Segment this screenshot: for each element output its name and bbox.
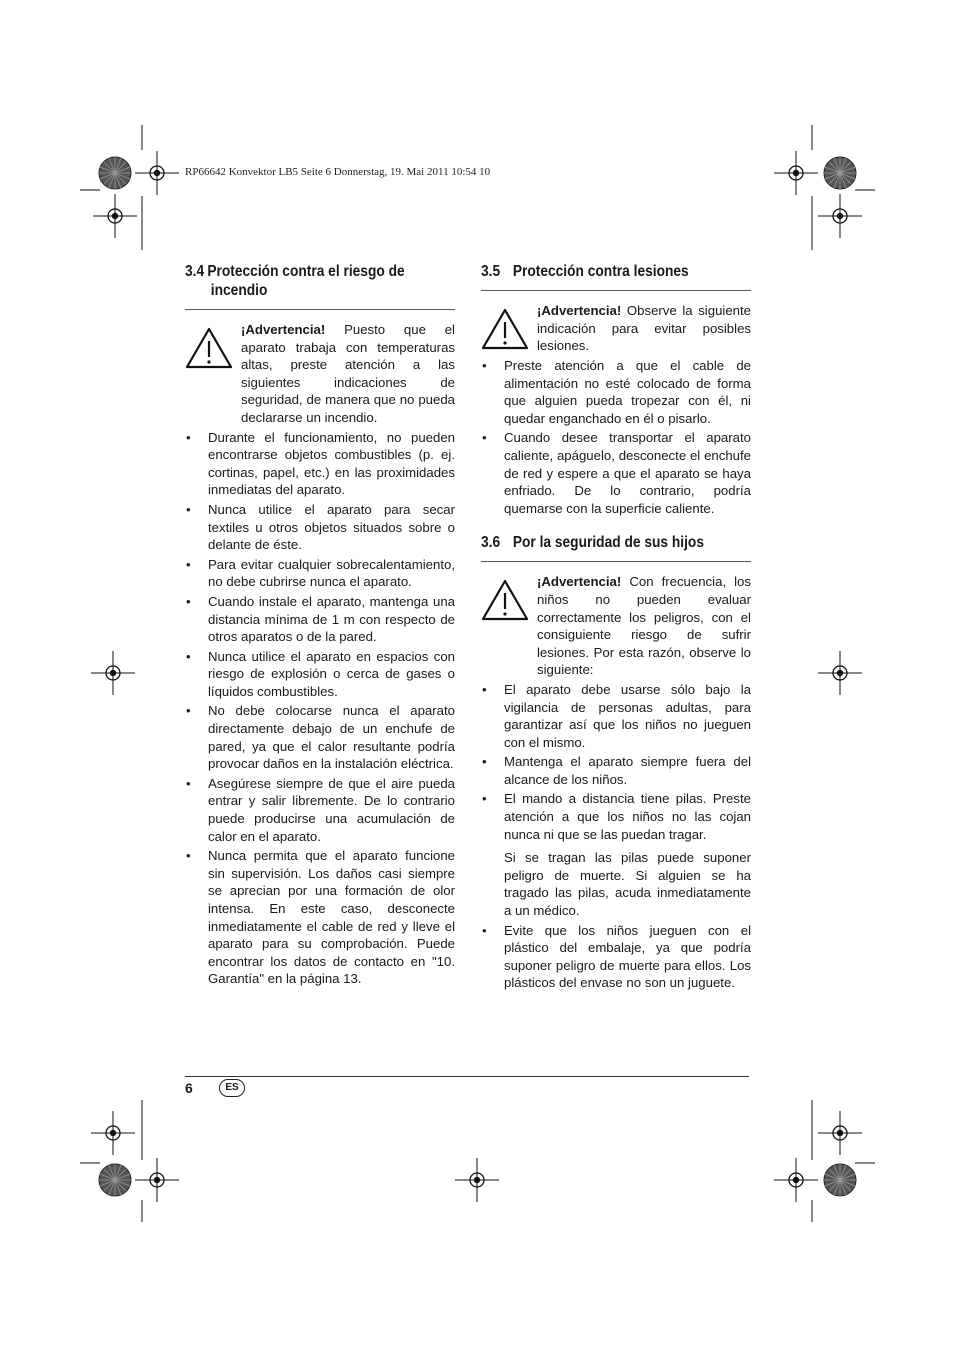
list-item: • Cuando desee transportar el aparato caliente, apáguelo, desconecte el enchufe de red y espere a que el aparato se haya enfriado. De lo contrario, podría quemarse con la superficie caliente. — [481, 429, 751, 517]
list-item: • No debe colocarse nunca el aparato directamente debajo de un enchufe de pared, ya que el calor resultante podría provocar daños en la instalación eléctrica. — [185, 702, 455, 772]
registration-cross-mid-right — [818, 651, 862, 695]
list-item: • Asegúrese siempre de que el aire pueda entrar y salir libremente. De lo contrario puede producirse una acumulación de calor en el aparato. — [185, 775, 455, 845]
registration-cross-top-left-lower — [93, 194, 137, 238]
warning-triangle-icon — [185, 321, 241, 427]
page-number: 6 — [185, 1080, 193, 1096]
list-item: • Durante el funcionamiento, no pueden encontrarse objetos combustibles (p. ej. cortinas, papel, etc.) en las proximidades inmediatas del aparato. — [185, 429, 455, 499]
warning-body: Observe la siguiente indicación para evitar posibles lesiones. — [537, 303, 751, 354]
list-item: • Evite que los niños jueguen con el plástico del embalaje, ya que podría suponer peligro de muerte para ellos. Los plásticos del envase no son un juguete. — [481, 922, 751, 992]
registration-cross-top-right-lower — [818, 194, 862, 238]
warning-body: Puesto que el aparato trabaja con temperaturas altas, preste atención a las siguientes indicaciones de seguridad, de manera que no pueda declararse un incendio. — [241, 322, 455, 425]
warning-triangle-icon — [481, 573, 537, 679]
list-item: • El aparato debe usarse sólo bajo la vigilancia de personas adultas, para garantizar así que los niños no jueguen con el mismo. — [481, 681, 751, 751]
list-item-text: El mando a distancia tiene pilas. Preste atención a que los niños no las cojan nunca ni que se las puedan tragar. — [504, 791, 751, 842]
warning-text — [537, 573, 751, 679]
registration-cross-bottom-left — [135, 1158, 179, 1202]
list-item: • Mantenga el aparato siempre fuera del alcance de los niños. — [481, 753, 751, 788]
section-divider — [481, 561, 751, 562]
battery-note: Si se tragan las pilas puede suponer peligro de muerte. Si alguien se ha tragado las pilas, acuda inmediatamente a un médico. — [504, 850, 751, 919]
warning-block — [481, 573, 751, 679]
bullet-list — [185, 429, 455, 988]
registration-star-bottom-right — [824, 1164, 856, 1196]
left-column — [185, 262, 455, 990]
warning-text — [241, 321, 455, 427]
registration-cross-bottom-center — [455, 1158, 499, 1202]
bullet-list — [481, 681, 751, 992]
section-number: 3.6 — [481, 534, 501, 552]
list-item: • Cuando instale el aparato, mantenga una distancia mínima de 1 m con respecto de otros aparatos o de la pared. — [185, 593, 455, 646]
list-item: • Nunca utilice el aparato en espacios con riesgo de explosión o cerca de gases o líquidos combustibles. — [185, 648, 455, 701]
warning-block — [185, 321, 455, 427]
language-badge: ES — [219, 1079, 245, 1097]
section-title-line1: Protección contra el riesgo de — [207, 263, 405, 280]
registration-star-top-right — [824, 157, 856, 189]
section-title: Por la seguridad de sus hijos — [512, 534, 704, 552]
warning-body: Con frecuencia, los niños no pueden evaluar correctamente los peligros, con el consiguiente riesgo de sufrir lesiones. Por esta razón, observe lo siguiente: — [537, 574, 751, 678]
registration-cross-top-right — [774, 151, 818, 195]
registration-cross-bottom-right-upper — [818, 1111, 862, 1155]
section-number: 3.4 — [185, 263, 205, 280]
warning-text — [537, 302, 751, 355]
right-column — [481, 262, 751, 994]
list-item — [481, 790, 751, 919]
section-number: 3.5 — [481, 263, 501, 280]
registration-star-bottom-left — [99, 1164, 131, 1196]
warning-label: ¡Advertencia! — [241, 322, 326, 337]
list-item: • Para evitar cualquier sobrecalentamiento, no debe cubrirse nunca el aparato. — [185, 556, 455, 591]
section-title-line2: incendio — [210, 282, 268, 299]
registration-star-top-left — [99, 157, 131, 189]
warning-label: ¡Advertencia! — [537, 574, 622, 590]
bullet-list — [481, 357, 751, 517]
section-title: Protección contra lesiones — [512, 263, 689, 280]
footer-divider — [185, 1076, 749, 1077]
list-item: • Nunca utilice el aparato para secar textiles u otros objetos situados sobre o delante de éste. — [185, 501, 455, 554]
list-item: • Nunca permita que el aparato funcione sin supervisión. Los daños casi siempre se aprecian por una formación de olor intensa. En este caso, desconecte inmediatamente el cable de red y lleve el aparato para su comprobación. Puede encontrar los datos de contacto en "10. Garantía" en la página 13. — [185, 847, 455, 988]
section-divider — [481, 290, 751, 291]
section-heading-3-5 — [481, 262, 750, 281]
section-heading-3-6 — [481, 533, 750, 552]
warning-label: ¡Advertencia! — [537, 303, 622, 318]
registration-cross-bottom-right — [774, 1158, 818, 1202]
section-heading-3-4 — [185, 262, 454, 300]
registration-cross-mid-left — [91, 651, 135, 695]
list-item: • Preste atención a que el cable de alimentación no esté colocado de forma que alguien pueda tropezar con él, ni quedar enganchado en él o pisarlo. — [481, 357, 751, 427]
warning-block — [481, 302, 751, 355]
print-slug-header: RP66642 Konvektor LB5 Seite 6 Donnerstag, 19. Mai 2011 10:54 10 — [185, 166, 491, 178]
registration-cross-top-left — [135, 151, 179, 195]
warning-triangle-icon — [481, 302, 537, 355]
registration-cross-bottom-left-upper — [91, 1111, 135, 1155]
section-divider — [185, 309, 455, 310]
